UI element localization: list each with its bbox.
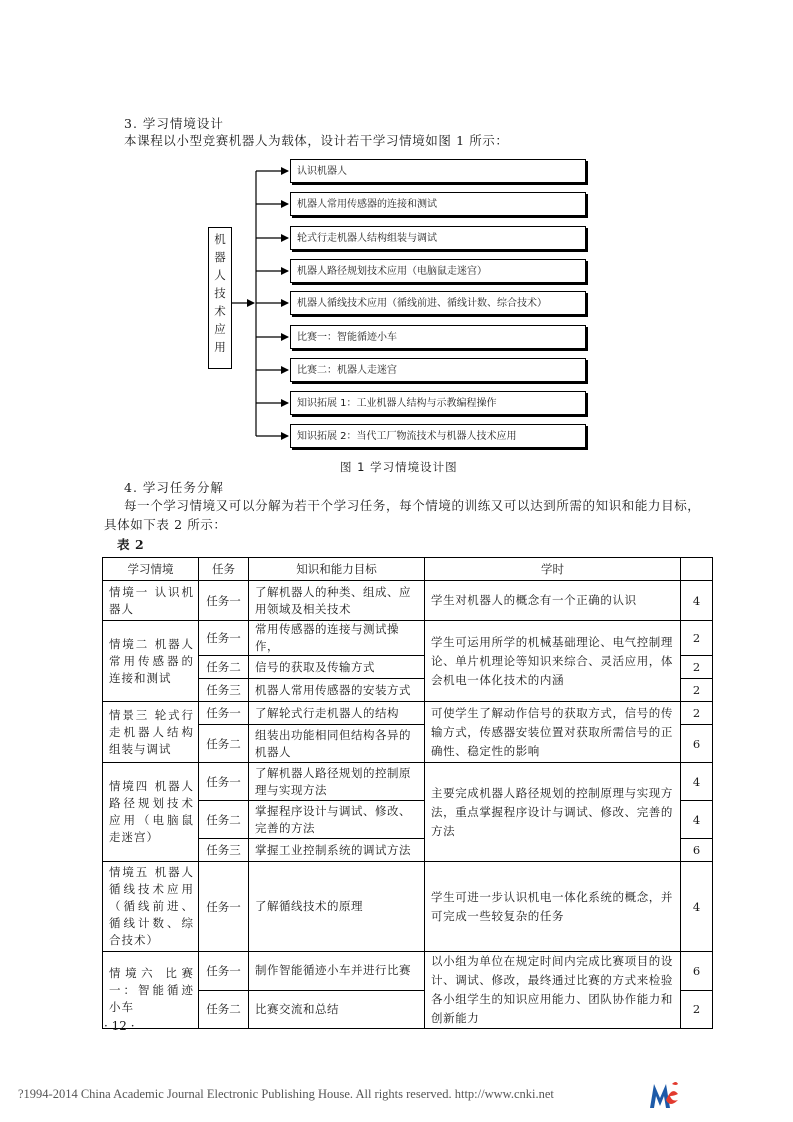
diagram-item-box: 机器人路径规划技术应用（电脑鼠走迷宫） [290,259,586,283]
cell-goal: 组装出功能相同但结构各异的机器人 [249,725,425,763]
cell-hours: 4 [681,763,713,801]
cell-task: 任务一 [199,952,249,991]
cell-task: 任务一 [199,862,249,952]
cell-goal: 了解轮式行走机器人的结构 [249,702,425,725]
cell-goal: 了解机器人的种类、组成、应用领域及相关技术 [249,581,425,621]
cell-situation: 情境一 认识机器人 [103,581,199,621]
section-4-paragraph-line2: 具体如下表 2 所示： [104,517,227,532]
cell-hours: 6 [681,952,713,991]
header-hours: 学时 [425,558,681,581]
root-char: 技 [214,286,226,300]
cell-task: 任务三 [199,679,249,702]
section-4-title: 4. 学习任务分解 [124,480,224,495]
cell-hours: 2 [681,702,713,725]
diagram-item-box: 轮式行走机器人结构组装与调试 [290,226,586,250]
root-char: 机 [214,232,226,246]
table-row [103,702,713,725]
header-task: 任务 [199,558,249,581]
cell-hours: 2 [681,990,713,1029]
table-row [103,763,713,801]
cell-situation: 情景三 轮式行走机器人结构组装与调试 [103,702,199,763]
root-char: 术 [214,304,226,318]
cell-task: 任务二 [199,801,249,839]
diagram-item-box: 比赛一：智能循迹小车 [290,325,586,349]
cell-hours: 2 [681,656,713,679]
diagram-item-box: 比赛二：机器人走迷宫 [290,358,586,382]
section-3-intro: 本课程以小型竞赛机器人为载体，设计若干学习情境如图 1 所示： [124,133,509,148]
copyright-notice: ?1994-2014 China Academic Journal Electronic Publishing House. All rights reserved. http://www.cnki.net [18,1087,554,1101]
root-char: 人 [214,268,226,282]
root-box-robot-technology [208,227,232,369]
cell-description: 学生可运用所学的机械基础理论、电气控制理论、单片机理论等知识来综合、灵活应用，体会机电一体化技术的内涵 [425,621,681,702]
cell-situation: 情境二 机器人常用传感器的连接和测试 [103,621,199,702]
diagram-item-box: 机器人常用传感器的连接和测试 [290,192,586,216]
header-situation: 学习情境 [103,558,199,581]
root-char: 用 [214,340,226,354]
cell-hours: 6 [681,839,713,862]
cell-task: 任务二 [199,656,249,679]
cell-hours: 4 [681,581,713,621]
cell-task: 任务一 [199,763,249,801]
table-2-label: 表 2 [117,537,145,552]
table-header-row [103,558,713,581]
cell-goal: 常用传感器的连接与测试操作， [249,621,425,656]
diagram-item-box: 知识拓展 1：工业机器人结构与示教编程操作 [290,391,586,415]
cell-goal: 信号的获取及传输方式 [249,656,425,679]
cell-task: 任务二 [199,990,249,1029]
diagram-item-box: 认识机器人 [290,159,586,183]
table-row [103,581,713,621]
cell-hours: 4 [681,862,713,952]
cell-hours: 6 [681,725,713,763]
cell-description: 主要完成机器人路径规划的控制原理与实现方法，重点掌握程序设计与调试、修改、完善的方法 [425,763,681,862]
cell-description: 以小组为单位在规定时间内完成比赛项目的设计、调试、修改，最终通过比赛的方式来检验各小组学生的知识应用能力、团队协作能力和创新能力 [425,952,681,1029]
cell-situation: 情境五 机器人循线技术应用（循线前进、循线计数、综合技术） [103,862,199,952]
diagram-item-box: 知识拓展 2：当代工厂物流技术与机器人技术应用 [290,424,586,448]
figure-1-caption: 图 1 学习情境设计图 [340,460,458,474]
cell-situation: 情境四 机器人路径规划技术应用（电脑鼠走迷宫） [103,763,199,862]
cell-goal: 比赛交流和总结 [249,990,425,1029]
cell-goal: 掌握工业控制系统的调试方法 [249,839,425,862]
cell-goal: 制作智能循迹小车并进行比赛 [249,952,425,991]
cell-task: 任务三 [199,839,249,862]
cell-hours: 4 [681,801,713,839]
root-char: 应 [214,322,226,336]
cell-task: 任务二 [199,725,249,763]
cell-description: 学生对机器人的概念有一个正确的认识 [425,581,681,621]
table-row [103,862,713,952]
section-4-paragraph-line1: 每一个学习情境又可以分解为若干个学习任务，每个情境的训练又可以达到所需的知识和能力目标， [124,498,701,513]
cell-task: 任务一 [199,581,249,621]
cell-description: 可使学生了解动作信号的获取方式，信号的传输方式，传感器安装位置对获取所需信号的正确性、稳定性的影响 [425,702,681,763]
cell-task: 任务一 [199,702,249,725]
cell-hours: 2 [681,621,713,656]
cell-goal: 掌握程序设计与调试、修改、完善的方法 [249,801,425,839]
header-blank [681,558,713,581]
page-number: · 12 · [104,1019,135,1033]
section-3-title: 3. 学习情境设计 [124,116,224,131]
table-row [103,952,713,991]
cnki-logo-icon [648,1078,680,1110]
diagram-item-box: 机器人循线技术应用（循线前进、循线计数、综合技术） [290,291,586,315]
cell-situation: 情境六 比赛一：智能循迹小车 [103,952,199,1029]
root-char: 器 [214,250,226,264]
table-2 [102,557,713,1029]
table-row [103,621,713,656]
cell-goal: 机器人常用传感器的安装方式 [249,679,425,702]
cell-task: 任务一 [199,621,249,656]
cell-goal: 了解循线技术的原理 [249,862,425,952]
header-goal: 知识和能力目标 [249,558,425,581]
cell-description: 学生可进一步认识机电一体化系统的概念，并可完成一些较复杂的任务 [425,862,681,952]
cell-hours: 2 [681,679,713,702]
cell-goal: 了解机器人路径规划的控制原理与实现方法 [249,763,425,801]
